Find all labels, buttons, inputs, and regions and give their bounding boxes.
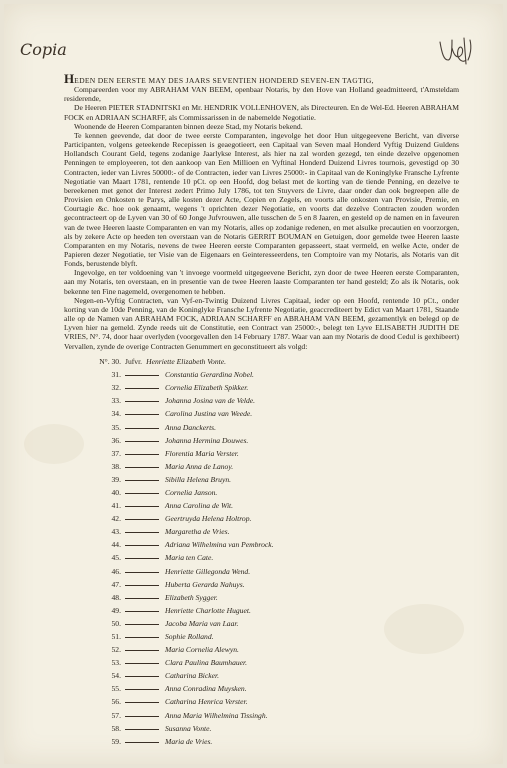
annuitant-name: Cornelia Janson. <box>165 487 218 497</box>
annuitant-name: Jacoba Maria van Laar. <box>165 618 239 628</box>
handwritten-signature <box>436 34 476 74</box>
ditto-dash <box>125 663 159 664</box>
ditto-dash <box>125 414 159 415</box>
list-item <box>99 394 429 407</box>
annuitant-name: Susanna Vonte. <box>165 723 212 733</box>
ditto-dash <box>125 480 159 481</box>
annuitant-name: Henriette Charlotte Huguet. <box>165 605 251 615</box>
contract-number: 43. <box>111 527 121 537</box>
list-item <box>99 538 429 551</box>
annuitant-name: Geertruyda Helena Holtrop. <box>165 514 252 524</box>
heading-text: EDEN DEN EERSTE MAY DES JAARS SEVENTIEN HONDERD SEVEN-EN TAGTIG, <box>74 76 374 85</box>
ditto-dash <box>125 598 159 599</box>
ditto-dash <box>125 611 159 612</box>
list-item <box>99 565 429 578</box>
contract-number: 53. <box>111 658 121 668</box>
list-item <box>99 525 429 538</box>
annuitant-name: Anna Conradina Muysken. <box>165 684 247 694</box>
ditto-dash <box>125 375 159 376</box>
list-item <box>99 355 429 368</box>
list-item <box>99 630 429 643</box>
copia-label: Copia <box>20 40 67 59</box>
list-item <box>99 368 429 381</box>
contract-number: 57. <box>111 710 121 720</box>
annuitant-name: Sibilla Helena Bruyn. <box>165 474 232 484</box>
paragraph: Ingevolge, en ter voldoening van 't invoege voormeld uitgegeevene Bericht, zyn door de twee Heeren eerste Comparanten, aan my Notaris, ten overstaan, en in presentie van de twee Heeren laaste Comparanten ter hand gesteld; Zo als ik Notaris, ook bekenne ten Fine nagemeld, overgenomen te hebben. <box>64 268 459 296</box>
ditto-dash <box>125 742 159 743</box>
list-item <box>99 617 429 630</box>
contract-number: 51. <box>111 632 121 642</box>
contract-number: 58. <box>111 723 121 733</box>
list-item <box>99 695 429 708</box>
list-item <box>99 551 429 564</box>
annuitant-name: Clara Paulina Baumhauer. <box>165 658 248 668</box>
contract-number: 46. <box>111 566 121 576</box>
ditto-dash <box>125 650 159 651</box>
contract-number: 32. <box>111 383 121 393</box>
paragraph: De Heeren PIETER STADNITSKI en Mr. HENDRIK VOLLENHOVEN, als Directeuren. En de Wel-Ed. Heeren ABRAHAM FOCK en ADRIAAN SCHARFF, als Commissarissen in de nabemelde Negotiatie. <box>64 103 459 122</box>
annuitant-name: Anna Maria Wilhelmina Tissingh. <box>165 710 268 720</box>
contract-number: 38. <box>111 461 121 471</box>
contract-number: 37. <box>111 448 121 458</box>
annuitant-name: Maria de Vries. <box>165 736 213 746</box>
ditto-dash <box>125 506 159 507</box>
contract-number: 47. <box>111 579 121 589</box>
annuitant-name: Anna Carolina de Wit. <box>165 501 234 511</box>
ditto-dash <box>125 676 159 677</box>
list-item <box>99 381 429 394</box>
annuitant-name: Huberta Gerarda Nahuys. <box>165 579 245 589</box>
contract-number: 59. <box>111 736 121 746</box>
contract-number: 33. <box>111 396 121 406</box>
annuitant-name: Henriette Elizabeth Vonte. <box>146 357 227 367</box>
paragraph: Woonende de Heeren Comparanten binnen deeze Stad, my Notaris bekend. <box>74 121 303 131</box>
ditto-dash <box>125 716 159 717</box>
list-item <box>99 709 429 722</box>
list-item <box>99 578 429 591</box>
contract-number: 52. <box>111 645 121 655</box>
list-item <box>99 434 429 447</box>
list-item <box>99 460 429 473</box>
annuitant-name: Sophie Rolland. <box>165 632 214 642</box>
paper-stain <box>24 424 84 464</box>
list-item <box>99 407 429 420</box>
annuitant-name: Elizabeth Sygger. <box>165 592 218 602</box>
list-item <box>99 735 429 748</box>
annuitant-name: Johanna Josina van de Velde. <box>165 396 256 406</box>
list-item <box>99 643 429 656</box>
contract-name-list <box>99 355 429 748</box>
contract-number: 42. <box>111 514 121 524</box>
ditto-dash <box>125 467 159 468</box>
contract-number: 40. <box>111 487 121 497</box>
annuitant-name: Catharina Henrica Verster. <box>165 697 248 707</box>
contract-number: 56. <box>111 697 121 707</box>
ditto-dash <box>125 729 159 730</box>
list-item <box>99 722 429 735</box>
contract-number: N°. 30. <box>99 357 121 367</box>
ditto-dash <box>125 637 159 638</box>
list-item <box>99 591 429 604</box>
document-page <box>4 4 503 764</box>
notarial-deed-text <box>64 71 459 351</box>
ditto-dash <box>125 532 159 533</box>
list-item <box>99 447 429 460</box>
ditto-dash <box>125 388 159 389</box>
contract-number: 54. <box>111 671 121 681</box>
paragraph: Negen-en-Vyftig Contracten, van Vyf-en-Twintig Duizend Livres Capitaal, ieder op een Hoofd, rentende 10 pCt., onder korting van de 10de Penning, van de Koninglyke Fransche Lyfrente Negotiatie, geaccrediteert by Edict van Maart 1781, Staande alle op de Namen van ABRAHAM FOCK, ADRIAAN SCHARFF en ABRAHAM VAN BEEM, gezamentlyk en belegd op de Lyven hier na gemeld. Zynde reeds uit de Constitutie, een Contract van 25000:-, belegt ten Lyve ELISABETH JUDITH DE VRIES, N°. 74, door haar overlyden (voorgevallen den 14 February 1787. Waar van aan my Notaris de dood Cedul is gexhibeert) Vervallen, zynde de overige Contracten Genummert en geconstitueert als volgd: <box>64 295 459 351</box>
jufvr-label: Jufvr. <box>125 357 143 367</box>
contract-number: 44. <box>111 540 121 550</box>
ditto-dash <box>125 401 159 402</box>
ditto-dash <box>125 558 159 559</box>
ditto-dash <box>125 519 159 520</box>
list-item <box>99 486 429 499</box>
annuitant-name: Maria ten Cate. <box>165 553 214 563</box>
ditto-dash <box>125 545 159 546</box>
list-item <box>99 682 429 695</box>
contract-number: 55. <box>111 684 121 694</box>
annuitant-name: Henriette Gillegonda Wend. <box>165 566 251 576</box>
ditto-dash <box>125 454 159 455</box>
contract-number: 34. <box>111 409 121 419</box>
annuitant-name: Anna Danckerts. <box>165 422 217 432</box>
list-item <box>99 656 429 669</box>
annuitant-name: Cornelia Elizabeth Spikker. <box>165 383 249 393</box>
annuitant-name: Maria Cornelia Alewyn. <box>165 645 239 655</box>
ditto-dash <box>125 702 159 703</box>
annuitant-name: Constantia Gerardina Nobel. <box>165 370 254 380</box>
annuitant-name: Catharina Bicker. <box>165 671 219 681</box>
list-item <box>99 499 429 512</box>
contract-number: 39. <box>111 474 121 484</box>
ditto-dash <box>125 428 159 429</box>
contract-number: 31. <box>111 370 121 380</box>
annuitant-name: Maria Anna de Lanoy. <box>165 461 234 471</box>
deed-heading <box>64 71 459 86</box>
contract-number: 36. <box>111 435 121 445</box>
annuitant-name: Florentia Maria Verster. <box>165 448 239 458</box>
ditto-dash <box>125 493 159 494</box>
ditto-dash <box>125 624 159 625</box>
contract-number: 35. <box>111 422 121 432</box>
list-item <box>99 420 429 433</box>
list-item <box>99 512 429 525</box>
ditto-dash <box>125 441 159 442</box>
paragraph: Compareerden voor my ABRAHAM VAN BEEM, openbaar Notaris, by den Hove van Holland geadmitteerd, t'Amsteldam residerende, <box>64 85 459 104</box>
annuitant-name: Carolina Justina van Weede. <box>165 409 253 419</box>
annuitant-name: Adriana Wilhelmina van Pembrock. <box>165 540 274 550</box>
ditto-dash <box>125 689 159 690</box>
list-item <box>99 669 429 682</box>
contract-number: 45. <box>111 553 121 563</box>
annuitant-name: Johanna Hermina Douwes. <box>165 435 249 445</box>
contract-number: 50. <box>111 618 121 628</box>
annuitant-name: Margaretha de Vries. <box>165 527 230 537</box>
drop-cap: H <box>64 71 75 86</box>
ditto-dash <box>125 585 159 586</box>
list-item <box>99 473 429 486</box>
paragraph: Te kennen geevende, dat door de twee eerste Comparanten, ingevolge het door Hun uitgegeevene Bericht, van diverse Participanten, volgens geteekende Recepissen is geaegotieert, een Capitaal van Seven maal Honderd Vyftig Duizend Guldens Hollandsch Courant Geld, tegens zodanige Jaarlykse Interest, als hier na zal worden gezegd, ten einde dezelve opgenomen Penningen te employeeren, tot den aankoop van Een Millioen en Vyftinal Honderd Duizend Livres tournois, gevestigd op 30 Contracten, ieder van Livres 50000:- of de Contracten, ieder van Livres 25000:- in Capitaal van de Koninglyke Fransche Lyfrente Negotiatie van Maart 1781, rentende 10 pCt. op een Hoofd, dog belast met de korting van de tiende Penning, en dezelve te bereekenen met genot der Interest zedert Primo July 1786, tot ten Stuyvers de Livre, daar onder dan ook begreepen alle de Provisien en Onkosten te Parys, alle kosten dezer Acte, Copien en Zegels, en voorts alle onkosten van Provisie, Premie, en Courtagie &c. hoe ook genaamt, wegens 't oprichten dezer Negotiatie, en voorts dat dezelve Contracten zouden worden gecontracteert op de Lyven van 30 of 60 Jonge Jufvrouwen, alle tusschen de 5 en 8 Jaaren, en gesteld op de namen en in faveuren van de twee Heeren laaste Comparanten en van my Notaris, alles op zodanige redenen, en met alsulke precautien en voorzorgen, als by zekere Acte op heeden ten overstaan van de Notaris GERRIT BOUMAN en Getuigen, door gemelde twee Heeren laaste Comparanten en my Notaris, nevens de twee Heeren eerste Comparanten gepasseert, staat vermeld, en welke Acte, onder de Papieren dezer Negotiatie, ter Visie van de Eigenaars en Geinteresseerdens, ten Comptoire van my Notaris, als Notaris van dit Fonds, berustende blyft. <box>64 130 459 269</box>
contract-number: 48. <box>111 592 121 602</box>
contract-number: 41. <box>111 501 121 511</box>
list-item <box>99 604 429 617</box>
contract-number: 49. <box>111 605 121 615</box>
ditto-dash <box>125 572 159 573</box>
